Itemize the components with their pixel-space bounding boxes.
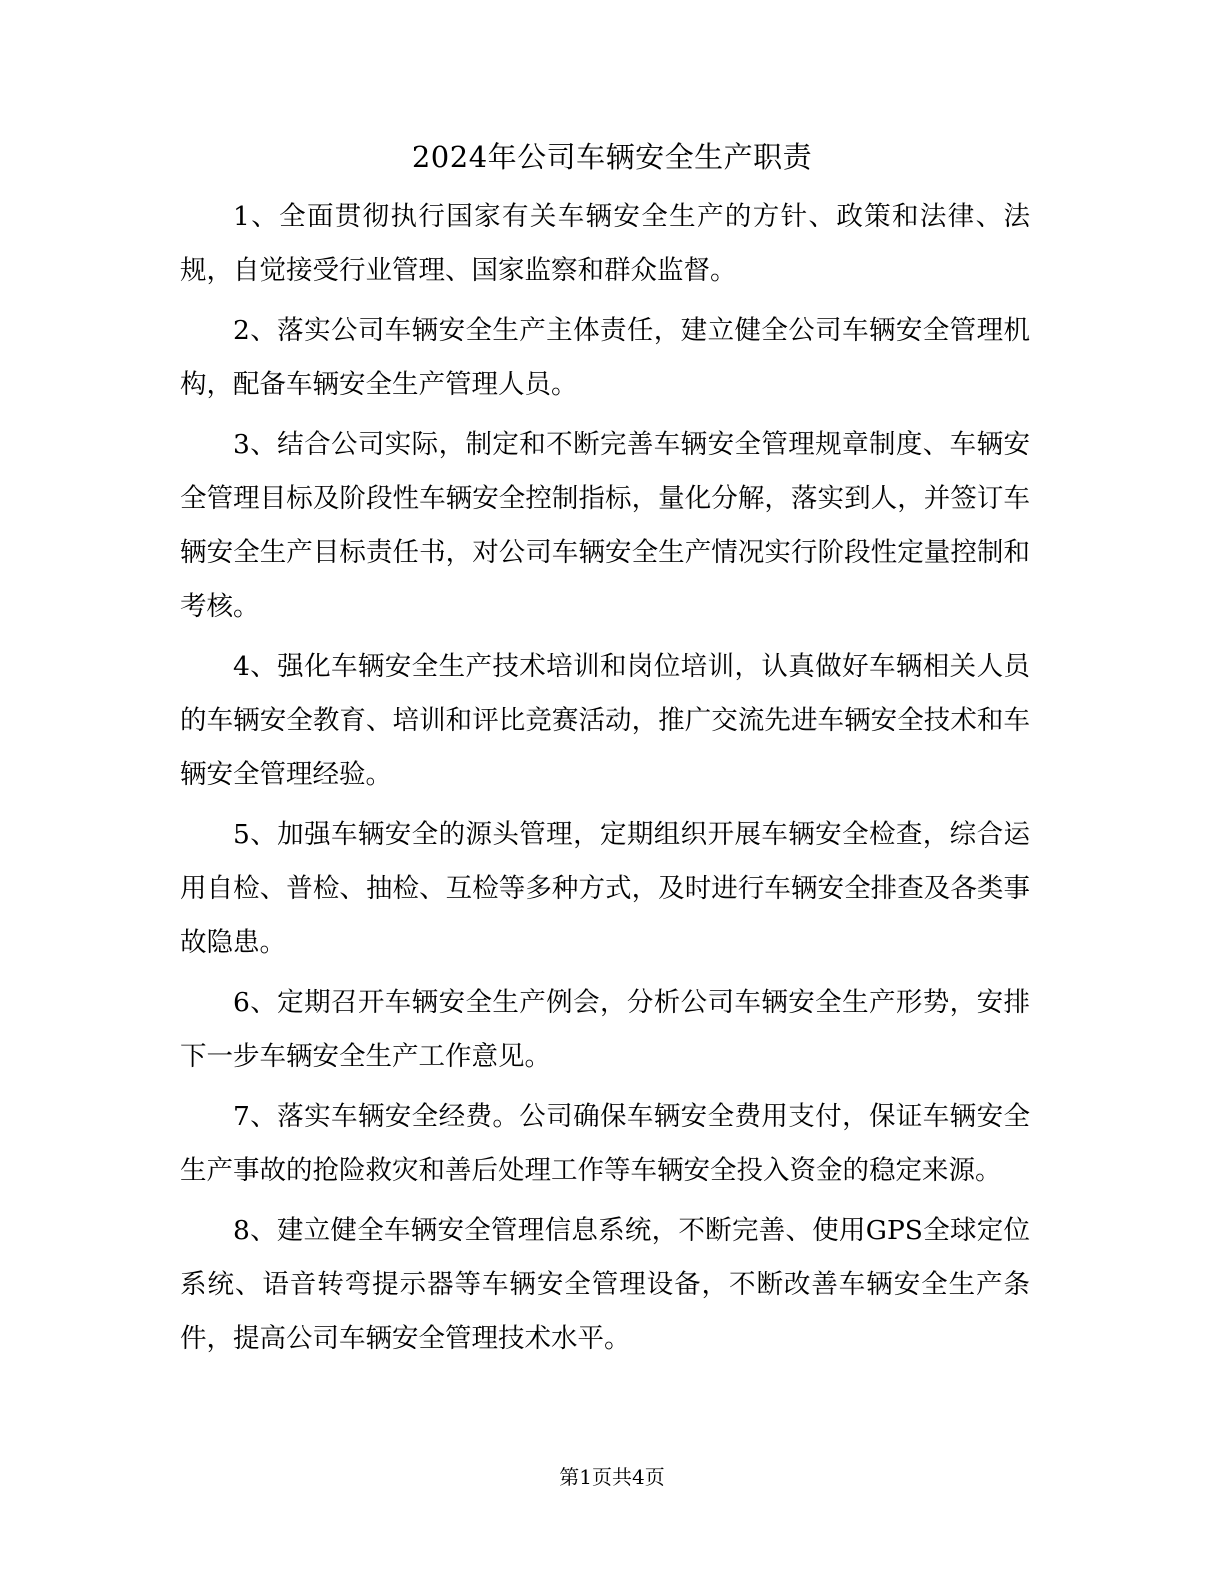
page-number-footer: 第1页共4页 [559,1465,665,1489]
document-body [180,190,1030,1372]
paragraph-7: 7、落实车辆安全经费。公司确保车辆安全费用支付，保证车辆安全生产事故的抢险救灾和善后处理工作等车辆安全投入资金的稳定来源。 [180,1101,1030,1186]
paragraph-5: 5、加强车辆安全的源头管理，定期组织开展车辆安全检查，综合运用自检、普检、抽检、互检等多种方式，及时进行车辆安全排查及各类事故隐患。 [180,819,1030,958]
paragraph-1: 1、全面贯彻执行国家有关车辆安全生产的方针、政策和法律、法规，自觉接受行业管理、国家监察和群众监督。 [180,201,1030,286]
page-title: 2024年公司车辆安全生产职责 [411,140,813,174]
paragraph-4: 4、强化车辆安全生产技术培训和岗位培训，认真做好车辆相关人员的车辆安全教育、培训和评比竞赛活动，推广交流先进车辆安全技术和车辆安全管理经验。 [180,651,1030,790]
paragraph-2: 2、落实公司车辆安全生产主体责任，建立健全公司车辆安全管理机构，配备车辆安全生产管理人员。 [180,315,1030,400]
paragraph-6: 6、定期召开车辆安全生产例会，分析公司车辆安全生产形势，安排下一步车辆安全生产工作意见。 [180,987,1030,1072]
paragraph-8: 8、建立健全车辆安全管理信息系统，不断完善、使用GPS全球定位系统、语音转弯提示器等车辆安全管理设备，不断改善车辆安全生产条件，提高公司车辆安全管理技术水平。 [180,1215,1030,1354]
paragraph-3: 3、结合公司实际，制定和不断完善车辆安全管理规章制度、车辆安全管理目标及阶段性车辆安全控制指标，量化分解，落实到人，并签订车辆安全生产目标责任书，对公司车辆安全生产情况实行阶段性定量控制和考核。 [180,429,1030,622]
